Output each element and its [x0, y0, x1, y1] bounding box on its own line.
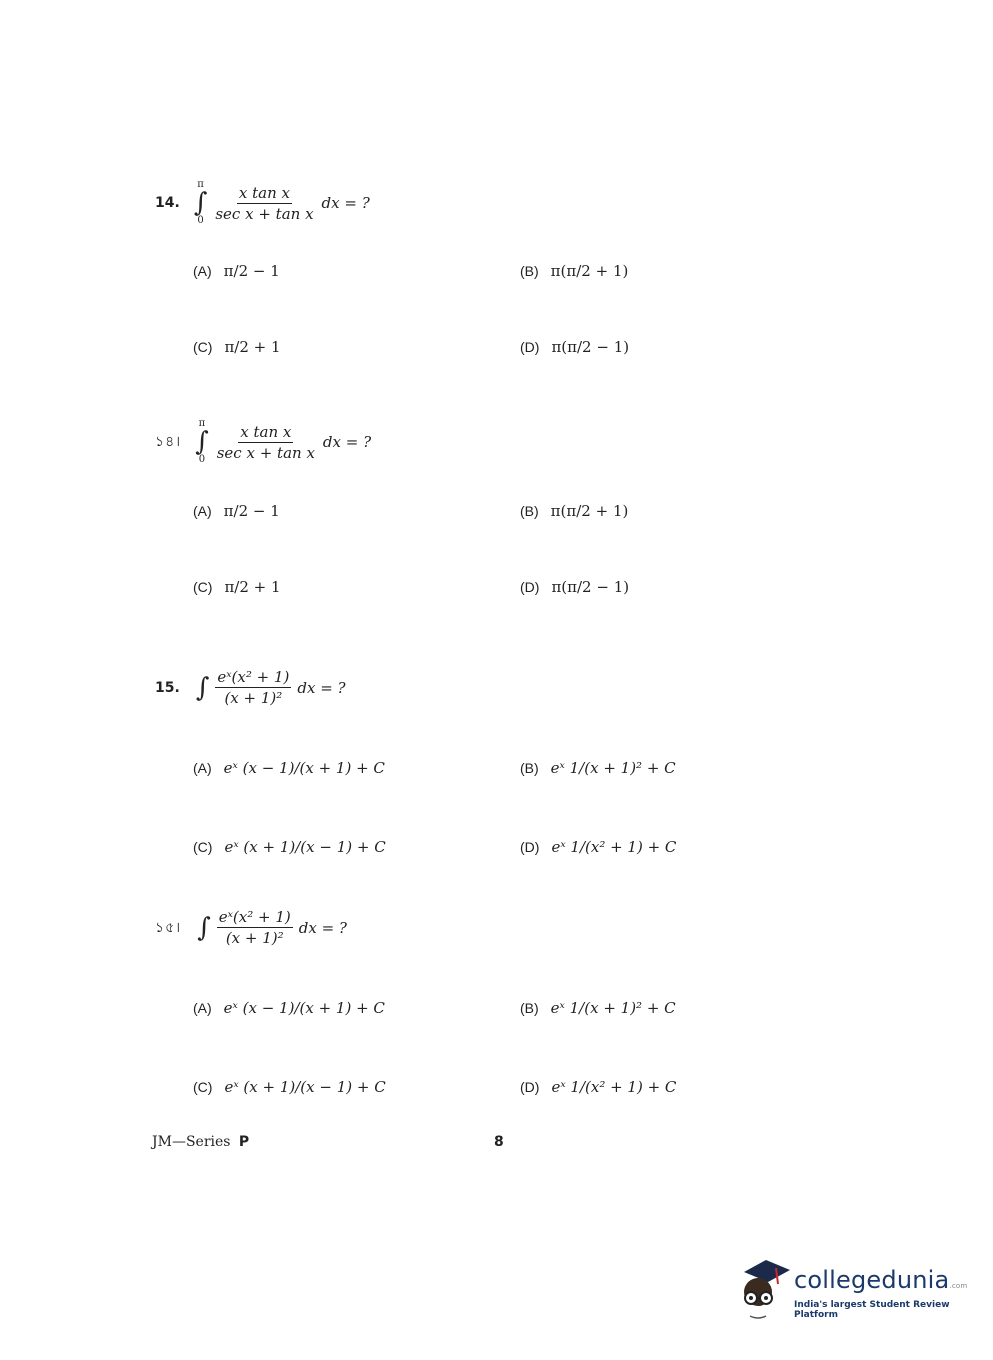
- option-text: π(π/2 − 1): [551, 578, 630, 596]
- option-label: (A): [193, 1000, 212, 1016]
- option-a: [193, 262, 280, 280]
- upper-limit: π: [198, 418, 206, 429]
- option-label: (C): [193, 1079, 213, 1095]
- integrand-denominator: sec x + tan x: [216, 443, 315, 462]
- option-d: [520, 338, 629, 356]
- page-number: 8: [494, 1134, 504, 1150]
- mascot-icon: [736, 1254, 792, 1324]
- option-d: [520, 838, 676, 856]
- option-label: (B): [520, 503, 539, 519]
- option-d: [520, 1078, 676, 1096]
- option-a: [193, 999, 385, 1017]
- option-text: eˣ (x − 1)/(x + 1) + C: [223, 759, 385, 777]
- option-b: [520, 502, 628, 520]
- option-c: [193, 838, 386, 856]
- integrand-denominator: (x + 1)²: [224, 689, 283, 707]
- integrand-numerator: x tan x: [238, 183, 290, 202]
- option-text: eˣ 1/(x² + 1) + C: [551, 1078, 677, 1096]
- question-tail: dx = ?: [298, 918, 347, 937]
- option-text: eˣ 1/(x² + 1) + C: [551, 838, 677, 856]
- option-text: eˣ (x + 1)/(x − 1) + C: [224, 1078, 386, 1096]
- brand-suffix: .com: [949, 1282, 968, 1290]
- integrand: [215, 668, 291, 707]
- option-text: π(π/2 + 1): [550, 262, 629, 280]
- option-text: π/2 + 1: [224, 578, 281, 596]
- series-code: P: [238, 1134, 250, 1150]
- option-label: (C): [193, 579, 213, 595]
- integrand: [217, 908, 293, 947]
- option-text: π(π/2 + 1): [550, 502, 629, 520]
- option-c: [193, 578, 281, 596]
- option-text: eˣ 1/(x + 1)² + C: [550, 759, 676, 777]
- option-text: π(π/2 − 1): [551, 338, 630, 356]
- lower-limit: 0: [197, 215, 204, 226]
- integrand-numerator: eˣ(x² + 1): [217, 668, 290, 686]
- option-label: (D): [520, 1079, 540, 1095]
- option-b: [520, 759, 676, 777]
- integral-sign: π ∫ 0: [195, 418, 209, 465]
- option-label: (A): [193, 760, 212, 776]
- integral-sign: ∫: [195, 672, 210, 703]
- option-label: (B): [520, 760, 539, 776]
- option-label: (C): [193, 839, 213, 855]
- option-d: [520, 578, 629, 596]
- option-text: eˣ 1/(x + 1)² + C: [550, 999, 676, 1017]
- question-tail: dx = ?: [321, 194, 370, 212]
- option-text: eˣ (x − 1)/(x + 1) + C: [223, 999, 385, 1017]
- question-15: [155, 668, 346, 707]
- option-label: (B): [520, 263, 539, 279]
- upper-limit: π: [197, 179, 204, 190]
- integrand-numerator: x tan x: [240, 422, 292, 441]
- integrand-denominator: sec x + tan x: [215, 204, 314, 223]
- question-number: ১৫।: [155, 919, 182, 936]
- option-label: (D): [520, 579, 540, 595]
- integral-sign: π ∫ 0: [193, 179, 208, 226]
- option-label: (C): [193, 339, 213, 355]
- question-number: 15.: [155, 679, 180, 696]
- option-label: (D): [520, 339, 540, 355]
- option-text: π/2 + 1: [224, 338, 281, 356]
- option-text: π/2 − 1: [223, 262, 280, 280]
- brand-logo: [736, 1254, 968, 1324]
- integrand-denominator: (x + 1)²: [225, 929, 284, 947]
- question-15-bengali: [155, 908, 347, 947]
- series-label: JM—Series: [152, 1134, 231, 1150]
- question-14: [155, 180, 370, 226]
- option-b: [520, 999, 676, 1017]
- option-label: (A): [193, 503, 212, 519]
- option-label: (A): [193, 263, 212, 279]
- question-tail: dx = ?: [322, 433, 372, 451]
- integrand: [215, 423, 317, 462]
- integral-sign: ∫: [197, 912, 211, 943]
- integrand-numerator: eˣ(x² + 1): [218, 908, 291, 926]
- question-number: 14.: [155, 195, 180, 211]
- option-c: [193, 338, 281, 356]
- option-a: [193, 502, 280, 520]
- option-c: [193, 1078, 386, 1096]
- option-label: (B): [520, 1000, 539, 1016]
- option-text: π/2 − 1: [223, 502, 280, 520]
- integrand: [213, 184, 315, 223]
- option-label: (D): [520, 839, 540, 855]
- lower-limit: 0: [198, 454, 206, 465]
- option-a: [193, 759, 385, 777]
- question-14-bengali: [155, 419, 371, 465]
- option-text: eˣ (x + 1)/(x − 1) + C: [224, 838, 386, 856]
- series-footer: [152, 1134, 249, 1150]
- brand-name: collegedunia: [794, 1266, 950, 1294]
- option-b: [520, 262, 628, 280]
- question-number: ১৪।: [155, 434, 182, 450]
- question-tail: dx = ?: [297, 678, 346, 697]
- brand-tagline: India's largest Student Review Platform: [794, 1300, 950, 1320]
